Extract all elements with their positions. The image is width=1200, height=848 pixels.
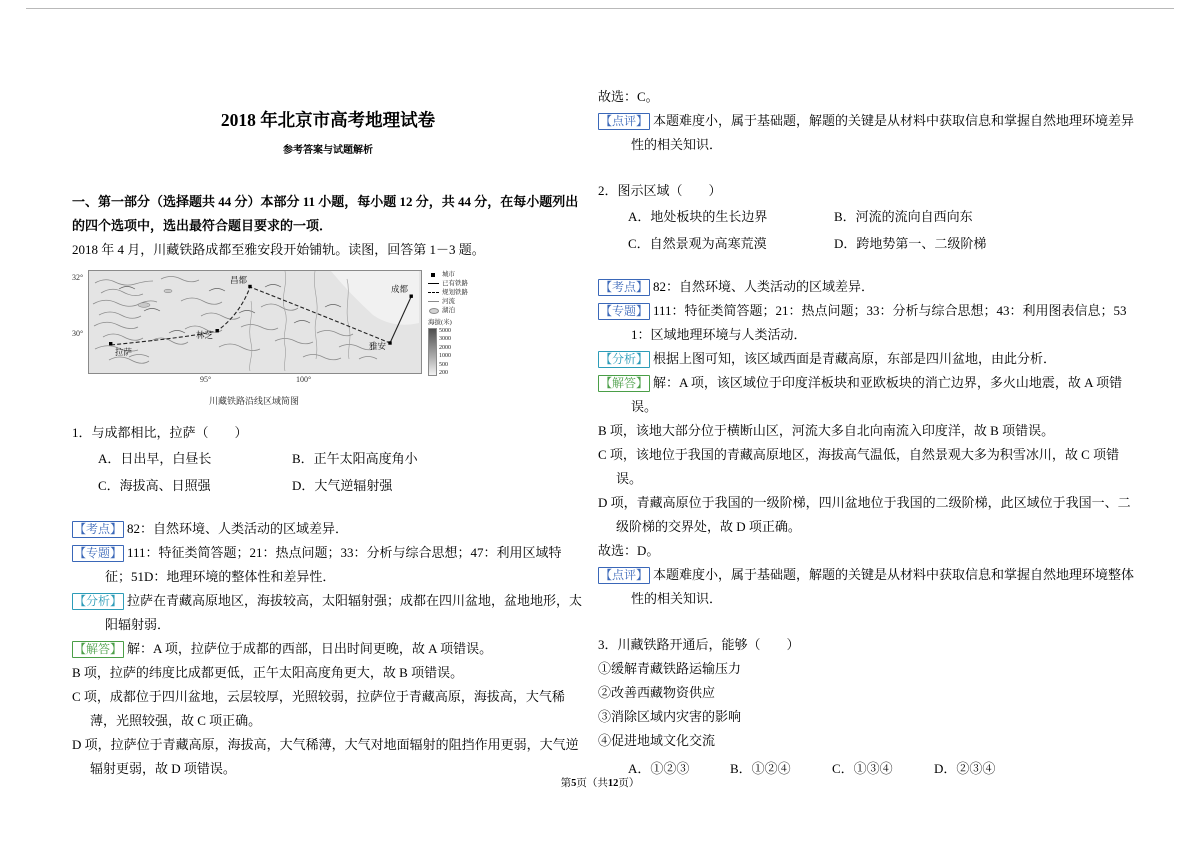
kaodian-tag: 【考点】 [600, 280, 649, 294]
doc-title: 2018 年北京市高考地理试卷 [220, 110, 436, 130]
q1-fenxi-paragraph [72, 589, 584, 637]
q1-explanation-block [72, 517, 584, 781]
legend-label: 河流 [442, 298, 455, 305]
q1-dianping-text: 本题难度小，属于基础题，解题的关键是从材料中获取信息和掌握自然地理环境差异性的相关知识． [631, 113, 1135, 152]
lat-label-32: 32° [72, 273, 84, 282]
q1-dianping-paragraph [598, 109, 1138, 157]
q2-kaodian-paragraph [598, 275, 1138, 299]
map-label-linzhi: 林芝 [196, 330, 214, 340]
q3-option-b: B．①②④ [730, 761, 791, 776]
lake-shape-icon [428, 308, 442, 314]
map-label-lasa: 拉萨 [115, 347, 133, 357]
map-figure [72, 268, 584, 413]
jieda-tag: 【解答】 [600, 376, 649, 390]
footer-total-pages: 12 [607, 778, 619, 789]
fenxi-tag: 【分析】 [600, 352, 649, 366]
q2-fenxi-paragraph [598, 347, 1138, 371]
q3-item-4: ④促进地域文化交流 [598, 733, 716, 748]
legend-label: 湖泊 [442, 307, 455, 314]
q2-option-b: B．河流的流向自西向东 [834, 209, 973, 224]
q1-options [72, 445, 584, 499]
q1-option-c: C．海拔高、日照强 [98, 478, 211, 493]
q1-jieda-a: 解：A 项，拉萨位于成都的西部，日出时间更晚，故 A 项错误。 [127, 641, 493, 656]
lon-label-100: 100° [296, 375, 312, 384]
footer-text-mid: 页（共 [576, 778, 608, 789]
q1-answer: 故选：C。 [598, 89, 659, 104]
lon-label-95: 95° [200, 375, 212, 384]
footer-page-number: 5 [571, 778, 577, 789]
map-label-yaan: 雅安 [369, 341, 387, 351]
q1-kaodian-text: 82：自然环境、人类活动的区域差异． [127, 521, 349, 536]
q2-options [598, 203, 1138, 257]
q2-dianping-paragraph [598, 563, 1138, 611]
elevation-values: 5000 3000 2000 1000 500 200 [439, 328, 451, 376]
q3-stem: 3．川藏铁路开通后，能够（ ） [598, 637, 800, 652]
legend-item-river [428, 297, 484, 306]
q3-option-d: D．②③④ [934, 761, 996, 776]
solid-line-icon [428, 283, 442, 284]
river-line-icon [428, 301, 442, 302]
map-label-chengdu: 成都 [391, 284, 409, 294]
q3-option-c: C．①③④ [832, 761, 893, 776]
footer-text-prefix: 第 [560, 778, 572, 789]
q3-option-a: A．①②③ [628, 761, 690, 776]
q2-kaodian-text: 82：自然环境、人类活动的区域差异． [653, 279, 875, 294]
q2-option-d: D．跨地势第一、二级阶梯 [834, 236, 987, 251]
q2-explanation-block [598, 275, 1138, 611]
intro-text: 2018 年 4 月，川藏铁路成都至雅安段开始铺轨。读图，回答第 1－3 题。 [72, 242, 485, 257]
q1-zhuanti-text: 111：特征类简答题；21：热点问题；33：分析与综合思想；47：利用区域特征；51D：地理环境的整体性和差异性． [105, 545, 562, 584]
q2-zhuanti-text: 111：特征类简答题；21：热点问题；33：分析与综合思想；43：利用图表信息；531：区域地理环境与人类活动． [631, 303, 1127, 342]
q1-option-d: D．大气逆辐射强 [292, 478, 393, 493]
q2-jieda-paragraph [598, 371, 1138, 419]
q2-stem: 2．图示区域（ ） [598, 183, 722, 198]
q2-option-a: A．地处板块的生长边界 [628, 209, 768, 224]
dianping-tag: 【点评】 [600, 114, 649, 128]
map-legend [428, 270, 484, 376]
map-label-changdu: 昌都 [230, 275, 248, 285]
q3-item-1: ①缓解青藏铁路运输压力 [598, 661, 742, 676]
q2-fenxi-text: 根据上图可知，该区域西面是青藏高原，东部是四川盆地，由此分析． [653, 351, 1057, 366]
q1-fenxi-text: 拉萨在青藏高原地区，海拔较高，太阳辐射强；成都在四川盆地，盆地地形，太阳辐射弱． [105, 593, 583, 632]
q1-jieda-d: D 项，拉萨位于青藏高原，海拔高，大气稀薄，大气对地面辐射的阻挡作用更弱，大气逆辐射更弱，故 D 项错误。 [72, 737, 579, 776]
legend-label: 已有铁路 [442, 280, 468, 287]
q1-jieda-c: C 项，成都位于四川盆地，云层较厚，光照较弱，拉萨位于青藏高原，海拔高，大气稀薄，光照较强，故 C 项正确。 [72, 689, 565, 728]
legend-label: 规划铁路 [442, 289, 468, 296]
q2-jieda-c: C 项，该地位于我国的青藏高原地区，海拔高气温低，自然景观大多为积雪冰川，故 C 项错误。 [598, 447, 1120, 486]
fenxi-tag: 【分析】 [74, 594, 123, 608]
map-image [88, 270, 422, 374]
dashed-line-icon [428, 292, 442, 293]
elevation-gradient-bar [428, 328, 437, 376]
q2-jieda-b: B 项，该地大部分位于横断山区，河流大多自北向南流入印度洋，故 B 项错误。 [598, 423, 1055, 438]
page-top-edge [26, 8, 1174, 9]
q1-jieda-paragraph [72, 637, 584, 661]
jieda-tag: 【解答】 [74, 642, 123, 656]
map-area [72, 268, 584, 386]
q3-item-3: ③消除区域内灾害的影响 [598, 709, 742, 724]
legend-item-lake [428, 306, 484, 315]
left-column [72, 98, 584, 781]
q1-jieda-b: B 项，拉萨的纬度比成都更低，正午太阳高度角更大，故 B 项错误。 [72, 665, 464, 680]
lat-label-30: 30° [72, 329, 84, 338]
footer-text-suffix: 页） [618, 778, 640, 789]
q2-answer: 故选：D。 [598, 543, 660, 558]
legend-item-existing-railway [428, 279, 484, 288]
zhuanti-tag: 【专题】 [600, 304, 649, 318]
dianping-tag: 【点评】 [600, 568, 649, 582]
q2-dianping-text: 本题难度小，属于基础题，解题的关键是从材料中获取信息和掌握自然地理环境整体性的相关知识． [631, 567, 1135, 606]
q2-jieda-d: D 项，青藏高原位于我国的一级阶梯，四川盆地位于我国的二级阶梯，此区域位于我国一、二级阶梯的交界处，故 D 项正确。 [598, 495, 1131, 534]
doc-subtitle: 参考答案与试题解析 [283, 145, 373, 156]
q2-option-c: C．自然景观为高寒荒漠 [628, 236, 767, 251]
q1-zhuanti-paragraph [72, 541, 584, 589]
zhuanti-tag: 【专题】 [74, 546, 123, 560]
page-footer [0, 776, 1200, 792]
q2-jieda-a: 解：A 项，该区域位于印度洋板块和亚欧板块的消亡边界，多火山地震，故 A 项错误。 [631, 375, 1123, 414]
q2-zhuanti-paragraph [598, 299, 1138, 347]
q1-stem: 1．与成都相比，拉萨（ ） [72, 425, 248, 440]
q1-option-a: A．日出早，白昼长 [98, 451, 212, 466]
city-square-icon [428, 273, 442, 277]
q1-option-b: B．正午太阳高度角小 [292, 451, 418, 466]
elevation-title: 海拔(米) [428, 319, 452, 326]
right-column [598, 85, 1138, 782]
legend-item-city [428, 270, 484, 279]
kaodian-tag: 【考点】 [74, 522, 123, 536]
legend-item-planned-railway [428, 288, 484, 297]
q3-item-2: ②改善西藏物资供应 [598, 685, 716, 700]
q1-kaodian-paragraph [72, 517, 584, 541]
section-heading: 一、第一部分（选择题共 44 分）本部分 11 小题，每小题 12 分，共 44 分，在每小题列出的四个选项中，选出最符合题目要求的一项． [72, 194, 579, 233]
map-caption: 川藏铁路沿线区域简图 [208, 396, 299, 406]
region-map-svg [89, 271, 419, 371]
legend-label: 城市 [442, 271, 455, 278]
elevation-scale [428, 328, 484, 376]
